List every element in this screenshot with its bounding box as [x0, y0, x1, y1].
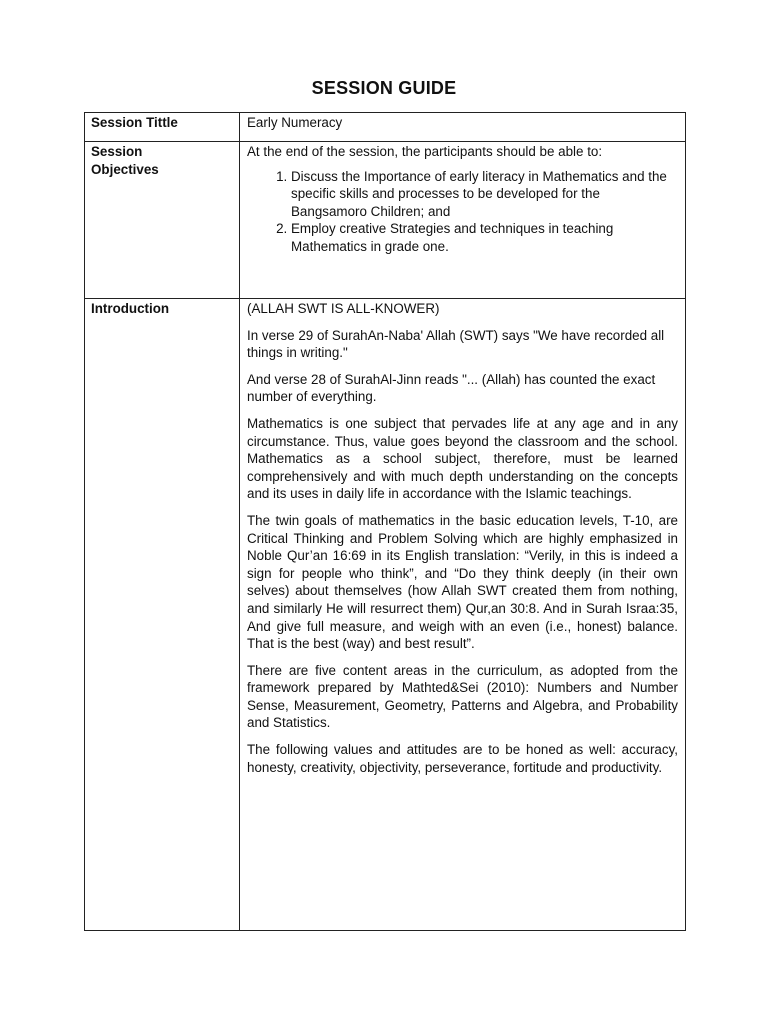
session-objectives-label	[85, 142, 240, 299]
introduction-label-text: Introduction	[91, 301, 170, 316]
introduction-value	[240, 299, 686, 931]
intro-paragraph: And verse 28 of SurahAl-Jinn reads "... (Allah) has counted the exact number of everything.	[247, 371, 656, 405]
page-title: SESSION GUIDE	[311, 78, 457, 98]
session-title-value-text: Early Numeracy	[247, 115, 343, 130]
session-objectives-value	[240, 142, 686, 299]
intro-paragraph: Mathematics is one subject that pervades life at any age and in any circumstance. Thus, value goes beyond the classroom and the school. Mathematics as a school subject, therefore, must be learned comprehensively and with much depth understanding on the concepts and its uses in daily life in accordance with the Islamic teachings.	[247, 415, 678, 502]
session-title-row	[85, 113, 686, 142]
objectives-intro: At the end of the session, the participants should be able to:	[247, 144, 603, 159]
objective-item: 1. Discuss the Importance of early literacy in Mathematics and the specific skills and processes to be developed for the Bangsamoro Children; and	[291, 168, 678, 221]
session-objectives-row	[85, 142, 686, 299]
objective-item: 2. Employ creative Strategies and techniques in teaching Mathematics in grade one.	[291, 220, 678, 255]
intro-paragraph: The twin goals of mathematics in the basic education levels, T-10, are Critical Thinking and Problem Solving which are highly emphasized in Noble Qur’an 16:69 in its English translation: “Verily, in this is indeed a sign for people who think”, and “Do they think deeply (in their own selves) about themselves (how Allah SWT created them from nothing, and similarly He will resurrect them) Qur,an 30:8. And in Surah Israa:35, And give full measure, and weigh with an even (i.e., honest) balance. That is the best (way) and best result”.	[247, 512, 678, 652]
intro-paragraph: In verse 29 of SurahAn-Naba' Allah (SWT) says "We have recorded all things in writing."	[247, 327, 665, 361]
intro-paragraph: There are five content areas in the curriculum, as adopted from the framework prepared by Mathted&Sei (2010): Numbers and Number Sense, Measurement, Geometry, Patterns and Algebra, and Probability and Statistics.	[247, 662, 678, 731]
session-title-label	[85, 113, 240, 142]
session-title-label-text: Session Tittle	[91, 115, 178, 130]
session-guide-table	[84, 112, 686, 931]
introduction-label	[85, 299, 240, 931]
session-title-value	[240, 113, 686, 142]
introduction-row	[85, 299, 686, 931]
objectives-list	[247, 168, 678, 256]
intro-paragraph: The following values and attitudes are to be honed as well: accuracy, honesty, creativity, objectivity, perseverance, fortitude and productivity.	[247, 742, 678, 775]
intro-paragraph: (ALLAH SWT IS ALL-KNOWER)	[247, 301, 440, 316]
session-objectives-label-text: Session Objectives	[91, 144, 159, 177]
